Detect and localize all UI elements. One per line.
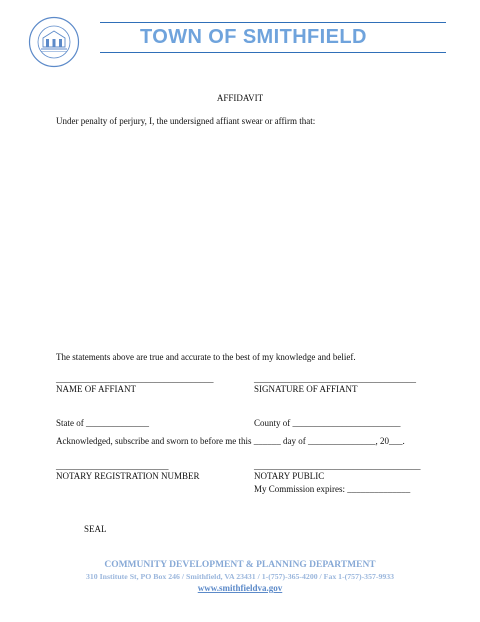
header-rule-top — [100, 22, 446, 23]
name-of-affiant-label: NAME OF AFFIANT — [56, 384, 137, 394]
truth-statement: The statements above are true and accurate to the best of my knowledge and belief. — [56, 352, 356, 362]
town-name: TOWN OF SMITHFIELD — [140, 26, 367, 48]
header-rule-bottom — [100, 52, 446, 53]
intro-statement: Under penalty of perjury, I, the undersigned affiant swear or affirm that: — [56, 116, 316, 126]
seal-label: SEAL — [84, 524, 107, 534]
notary-public-label: NOTARY PUBLIC — [254, 471, 325, 481]
notary-registration-label: NOTARY REGISTRATION NUMBER — [56, 471, 200, 481]
acknowledgement-statement[interactable]: Acknowledged, subscribe and sworn to before me this ______ day of _______________, 20___. — [56, 436, 405, 446]
town-seal-icon — [28, 16, 80, 68]
footer-address: 310 Institute St, PO Box 246 / Smithfield, VA 23431 / 1-(757)-365-4200 / Fax 1-(757)-357-9933 — [85, 572, 395, 581]
commission-expires-field[interactable]: My Commission expires: ______________ — [254, 484, 411, 494]
statement-area[interactable] — [56, 133, 436, 338]
document-title: AFFIDAVIT — [216, 93, 264, 103]
notary-public-line[interactable]: _____________________________________ — [254, 461, 421, 471]
footer-department: COMMUNITY DEVELOPMENT & PLANNING DEPARTMENT — [104, 560, 376, 570]
name-of-affiant-line[interactable]: ___________________________________ — [56, 374, 214, 384]
signature-of-affiant-line[interactable]: ____________________________________ — [254, 374, 416, 384]
county-field[interactable]: County of ________________________ — [254, 418, 401, 428]
state-field[interactable]: State of ______________ — [56, 418, 149, 428]
signature-of-affiant-label: SIGNATURE OF AFFIANT — [254, 384, 358, 394]
footer-website-link[interactable]: www.smithfieldva.gov — [197, 583, 283, 593]
notary-registration-line[interactable]: _________________________ — [56, 461, 169, 471]
